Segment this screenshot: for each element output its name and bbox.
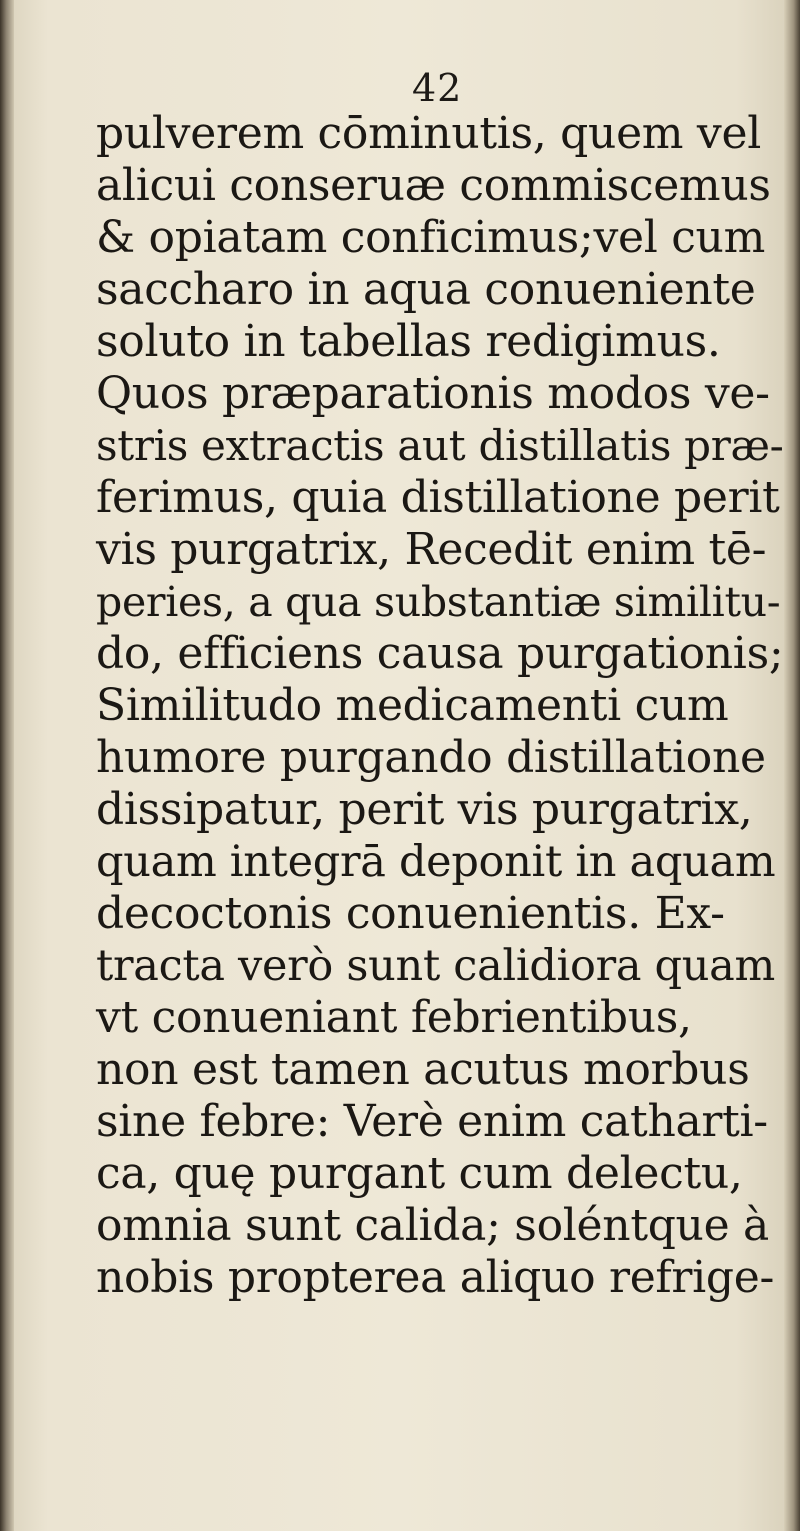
text-line: vis purgatrix, Recedit enim tē-	[96, 524, 767, 575]
text-line: alicui conseruæ commiscemus	[96, 160, 771, 211]
page-gutter-shadow	[0, 0, 14, 1531]
text-line: sine febre: Verè enim catharti-	[96, 1096, 768, 1147]
text-line: stris extractis aut distillatis præ-	[96, 421, 784, 470]
text-line: ca, quę purgant cum delectu,	[96, 1148, 743, 1199]
text-line: vt conueniant febrientibus,	[96, 992, 692, 1043]
text-line: decoctonis conuenientis. Ex-	[96, 888, 725, 939]
page-edge-shadow	[784, 0, 800, 1531]
text-line: Quos præparationis modos ve-	[96, 368, 770, 419]
text-line: humore purgando distillatione	[96, 732, 766, 783]
text-line: ferimus, quia distillatione perit	[96, 472, 780, 523]
text-line: quam integrā deponit in aquam	[96, 837, 776, 887]
text-line: & opiatam conficimus;vel cum	[96, 212, 766, 263]
body-text	[96, 108, 784, 1304]
text-line: omnia sunt calida; soléntque à	[96, 1200, 769, 1251]
text-line: non est tamen acutus morbus	[96, 1044, 750, 1095]
page-number: 42	[412, 66, 463, 110]
text-line: dissipatur, perit vis purgatrix,	[96, 784, 753, 835]
text-line: nobis propterea aliquo refrige-	[96, 1252, 775, 1303]
text-line: peries, a qua substantiæ similitu-	[96, 578, 781, 626]
text-line: Similitudo medicamenti cum	[96, 680, 729, 731]
text-line: do, efficiens causa purgationis;	[96, 628, 784, 679]
text-line: soluto in tabellas redigimus.	[96, 316, 721, 367]
text-line: pulverem cōminutis, quem vel	[96, 108, 761, 159]
text-line: tracta verò sunt calidiora quam	[96, 941, 775, 991]
text-line: saccharo in aqua conueniente	[96, 264, 756, 315]
